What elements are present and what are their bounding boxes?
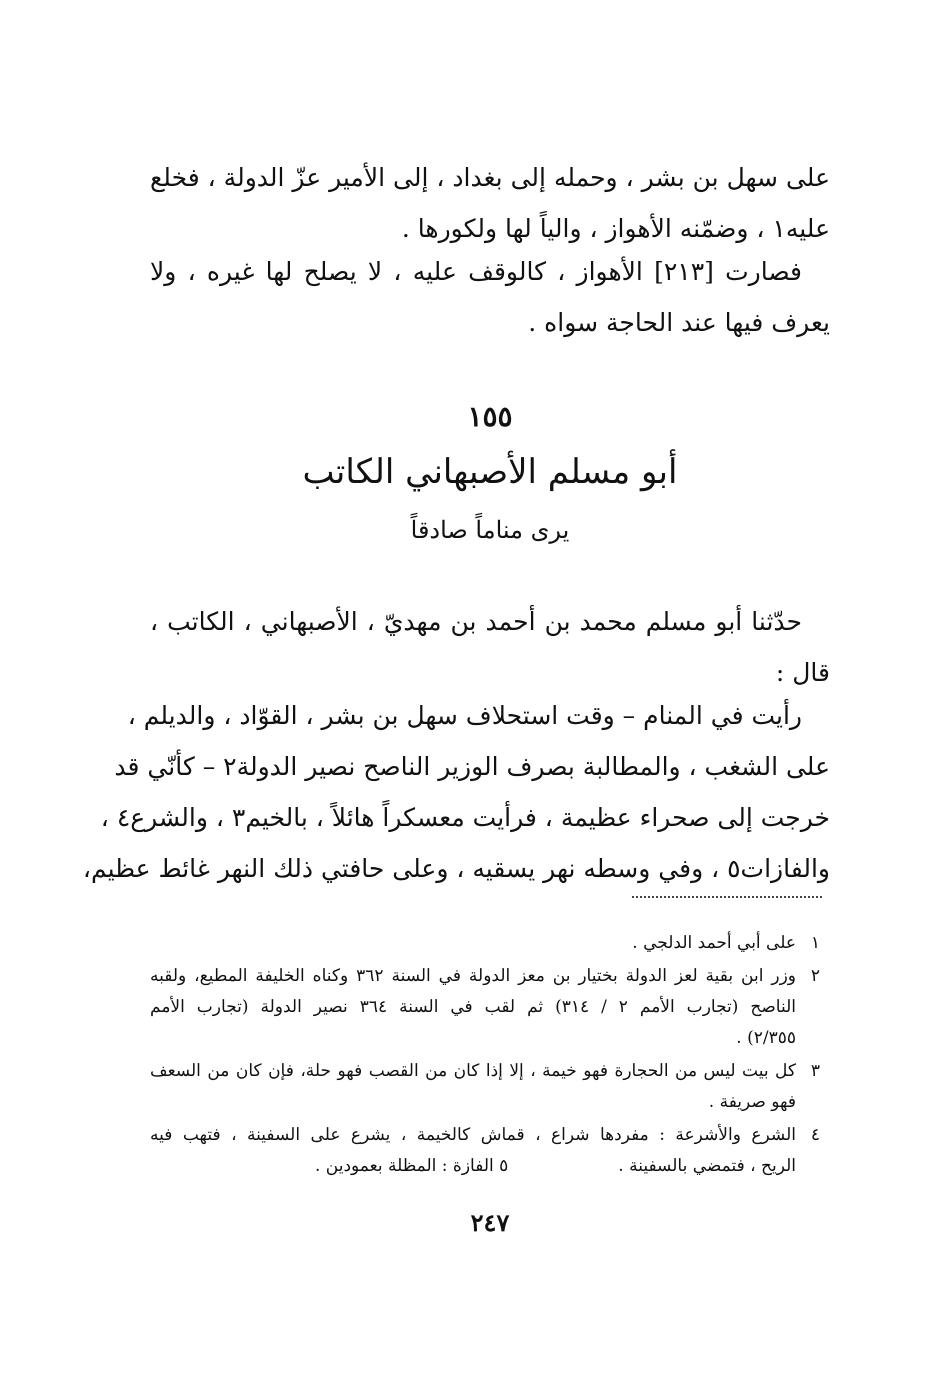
footnote-body [150, 1120, 796, 1182]
text-line: فصارت [٢١٣] الأهواز ، كالوقف عليه ، لا يصلح لها غيره ، ولا [150, 257, 803, 286]
footnote-line: فهو صريفة . [708, 1092, 796, 1112]
top-paragraph [150, 152, 830, 254]
text-line: رأيت في المنام – وقت استحلاف سهل بن بشر ، القوّاد ، والديلم ، [127, 701, 802, 730]
footnote-last-row [150, 1151, 796, 1182]
text-line: خرجت إلى صحراء عظيمة ، فرأيت معسكراً هائلاً ، بالخيم٣ ، والشرع٤ ، [100, 803, 830, 832]
second-paragraph [150, 246, 830, 348]
footnote-line: الريح ، فتمضي بالسفينة . [618, 1156, 796, 1176]
footnote-line: كل بيت ليس من الحجارة فهو خيمة ، إلا إذا كان من القصب فهو حلة، فإن كان من السعف [150, 1061, 796, 1081]
text-line: والفازات٥ ، وفي وسطه نهر يسقيه ، وعلى حافتي ذلك النهر غائط عظيم، [82, 854, 830, 883]
story-intro [150, 596, 830, 698]
footnote-2 [150, 961, 820, 1054]
text-line: قال : [775, 658, 830, 687]
footnotes [150, 928, 820, 1184]
footnote-3 [150, 1056, 820, 1118]
footnote-line: ٢/٣٥٥) . [736, 1028, 796, 1048]
text-line: حدّثنا أبو مسلم محمد بن أحمد بن مهديّ ، الأصبهاني ، الكاتب ، [150, 607, 802, 636]
footnote-number: ٢ [810, 966, 820, 986]
footnote-separator [632, 896, 822, 898]
footnote-body [150, 1056, 796, 1118]
footnote-4 [150, 1120, 820, 1182]
footnote-line: وزر ابن بقية لعز الدولة بختيار بن معز الدولة في السنة ٣٦٢ وكناه الخليفة المطيع، ولقبه [150, 966, 796, 986]
text-line: على الشغب ، والمطالبة بصرف الوزير الناصح نصير الدولة٢ – كأنّي قد [114, 752, 830, 781]
story-subtitle: يرى مناماً صادقاً [410, 516, 570, 544]
footnote-1 [150, 928, 820, 959]
page-number: ٢٤٧ [470, 1208, 510, 1237]
footnote-body [150, 928, 796, 959]
footnote-number: ٤ [810, 1125, 820, 1145]
text-line: يعرف فيها عند الحاجة سواه . [528, 308, 830, 337]
footnote-line: الشرع والأشرعة : مفردها شراع ، قماش كالخيمة ، يشرع على السفينة ، فتهب فيه [150, 1125, 796, 1145]
story-number: ١٥٥ [467, 400, 513, 433]
footnote-line: على أبي أحمد الدلجي . [632, 933, 796, 953]
footnote-body [150, 961, 796, 1054]
footnote-number: ١ [810, 933, 820, 953]
footnote-line: الناصح (تجارب الأمم ٢ / ٣١٤) ثم لقب في السنة ٣٦٤ نصير الدولة (تجارب الأمم [150, 997, 796, 1017]
text-line: على سهل بن بشر ، وحمله إلى بغداد ، إلى الأمير عزّ الدولة ، فخلع [150, 163, 830, 192]
text-line: عليه١ ، وضمّنه الأهواز ، والياً لها ولكورها . [401, 214, 830, 243]
story-title: أبو مسلم الأصبهاني الكاتب [302, 452, 678, 492]
footnote-5: ٥ الفازة : المظلة بعمودين . [314, 1156, 509, 1176]
footnote-number: ٣ [810, 1061, 820, 1081]
story-body [82, 690, 830, 894]
